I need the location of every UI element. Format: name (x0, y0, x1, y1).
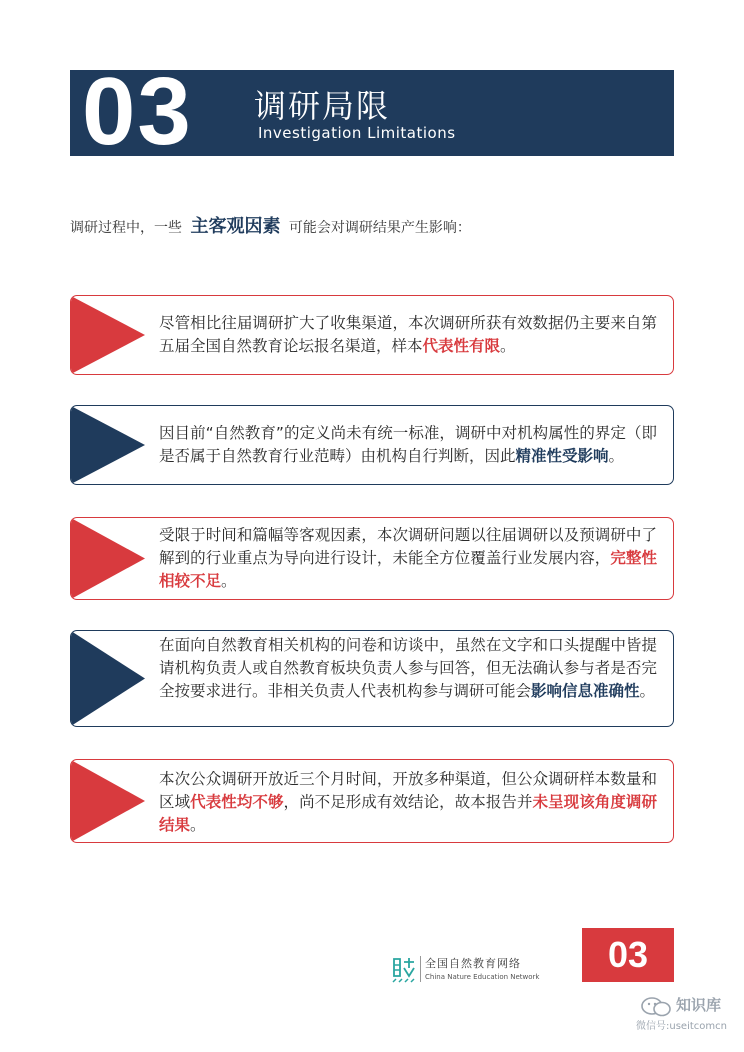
limitation-text: 受限于时间和篇幅等客观因素，本次调研问题以往届调研以及预调研中了解到的行业重点为导向进行设计，未能全方位覆盖行业发展内容，完整性相较不足。 (159, 526, 657, 590)
triangle-marker (71, 631, 145, 726)
intro-text-after: 可能会对调研结果产生影响： (288, 220, 471, 236)
limitation-card-3 (70, 517, 674, 600)
triangle-marker (71, 406, 145, 484)
intro-paragraph (70, 216, 674, 239)
wechat-icon (640, 996, 674, 1018)
limitation-text: 在面向自然教育相关机构的问卷和访谈中，虽然在文字和口头提醒中皆提请机构负责人或自然教育板块负责人参与回答，但无法确认参与者是否完全按要求进行。非相关负责人代表机构参与调研可能会影响信息准确性。 (159, 636, 657, 700)
limitation-highlight-2: 未呈现该角度调研结果 (159, 793, 657, 834)
triangle-marker (71, 518, 145, 599)
limitation-card-5 (70, 759, 674, 843)
footer-divider (420, 956, 421, 982)
nature-education-logo-icon (390, 956, 416, 986)
limitation-text: 因目前“自然教育”的定义尚未有统一标准，调研中对机构属性的界定（即是否属于自然教育行业范畴）由机构自行判断，因此精准性受影响。 (159, 424, 657, 465)
section-subtitle: Investigation Limitations (258, 124, 456, 142)
limitation-highlight: 代表性均不够 (190, 793, 284, 811)
limitation-card-1 (70, 295, 674, 375)
limitation-card-4 (70, 630, 674, 727)
triangle-marker (71, 296, 145, 374)
section-number: 03 (82, 58, 193, 165)
watermark-id: 微信号:useitcomcn (636, 1021, 727, 1032)
limitation-text: 本次公众调研开放近三个月时间，开放多种渠道，但公众调研样本数量和区域代表性均不够，尚不足形成有效结论，故本报告并未呈现该角度调研结果。 (159, 770, 657, 834)
limitation-highlight: 完整性相较不足 (159, 549, 657, 590)
page-number: 03 (582, 928, 674, 982)
footer-org-name: 全国自然教育网络 (425, 957, 521, 970)
limitation-highlight: 影响信息准确性 (531, 682, 640, 700)
watermark-name: 知识库 (676, 996, 722, 1014)
limitation-text: 尽管相比往届调研扩大了收集渠道，本次调研所获有效数据仍主要来自第五届全国自然教育论坛报名渠道，样本代表性有限。 (159, 314, 657, 355)
footer-org-name-en: China Nature Education Network (425, 973, 540, 981)
limitation-card-2 (70, 405, 674, 485)
section-title: 调研局限 (254, 87, 391, 125)
limitation-highlight: 代表性有限 (422, 337, 501, 355)
intro-keyword: 主客观因素 (190, 216, 281, 237)
limitation-highlight: 精准性受影响 (515, 447, 609, 465)
intro-text-before: 调研过程中，一些 (70, 220, 182, 236)
triangle-marker (71, 760, 145, 842)
